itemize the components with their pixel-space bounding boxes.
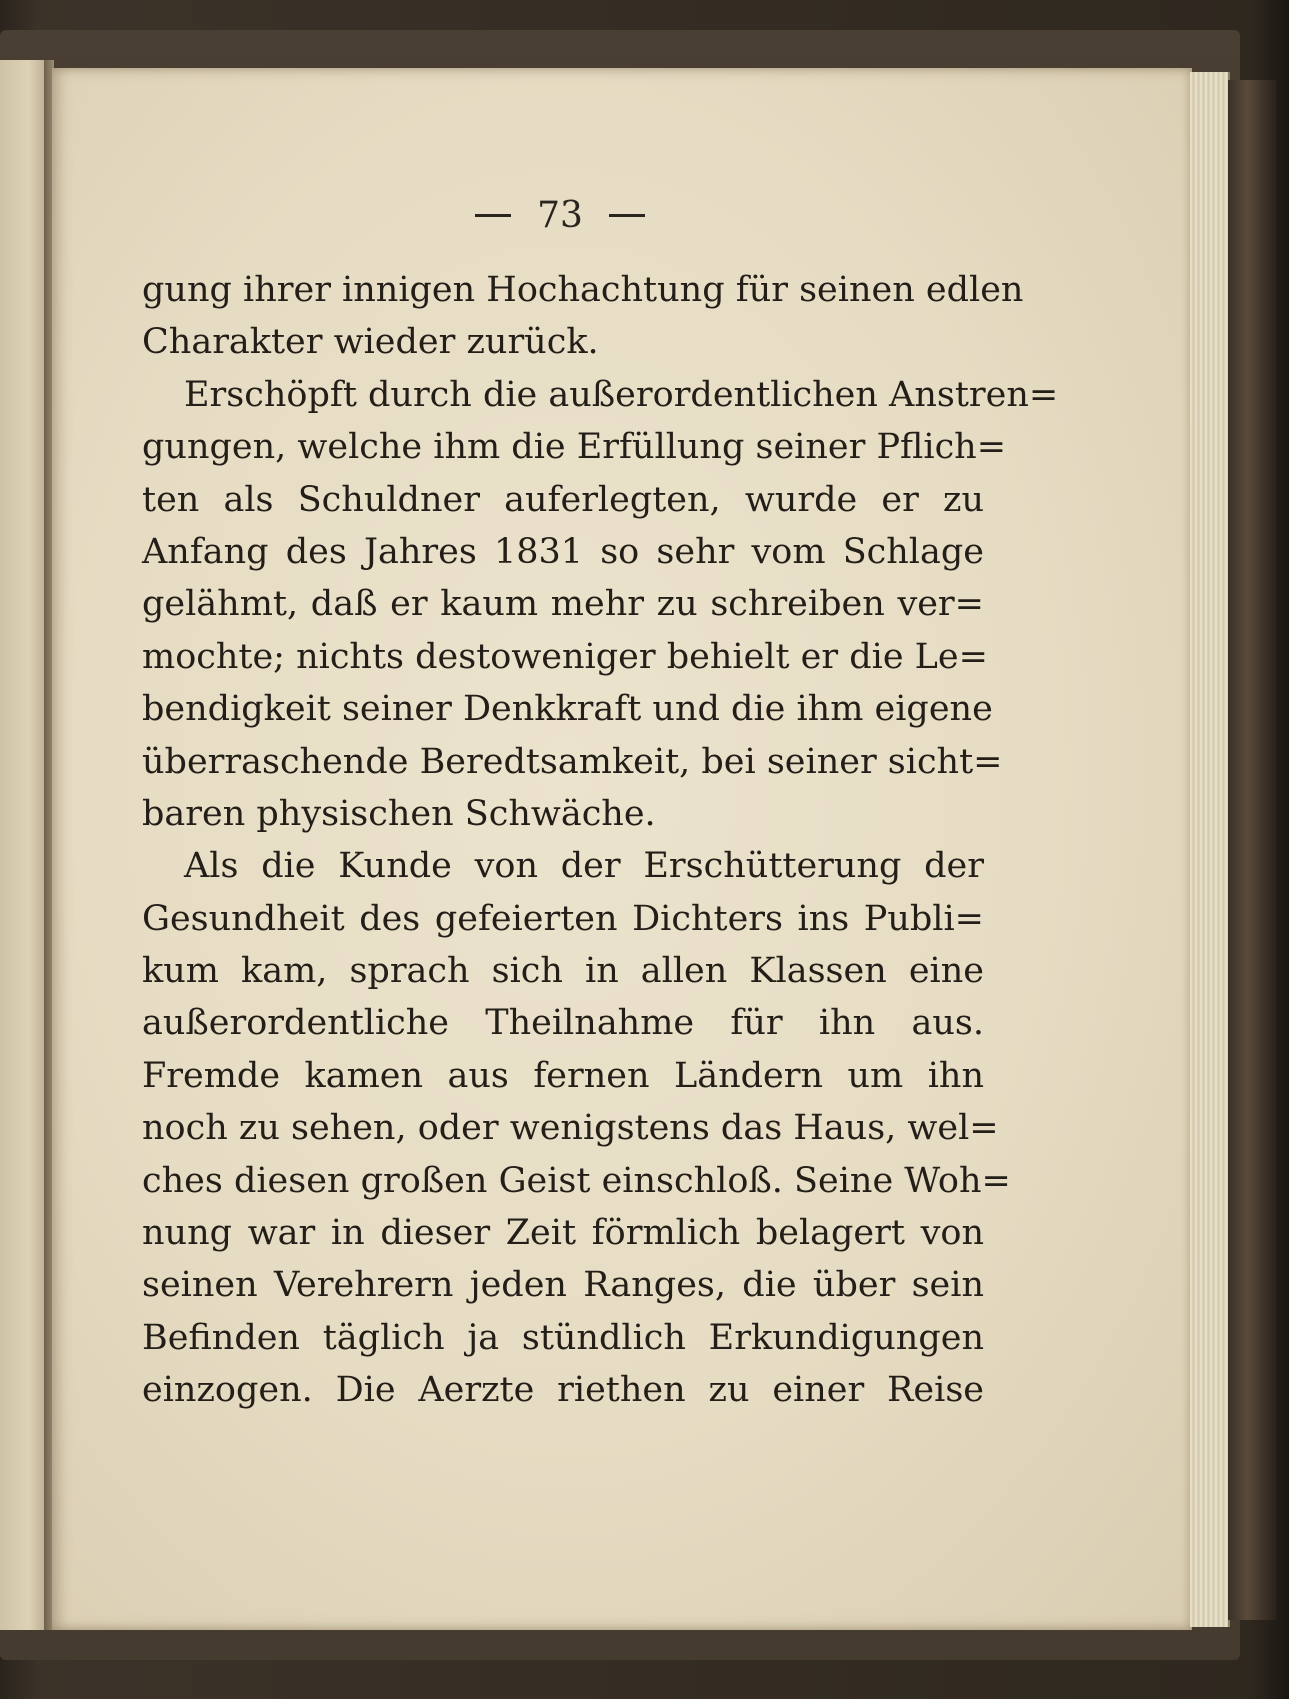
text-line: gelähmt, daß er kaum mehr zu schreiben ver= xyxy=(142,584,984,625)
text-line: überraschende Beredtsamkeit, bei seiner sicht= xyxy=(142,741,1003,782)
text-line: noch zu sehen, oder wenigstens das Haus, wel= xyxy=(142,1108,999,1149)
text-line: seinen Verehrern jeden Ranges, die über sein xyxy=(142,1265,984,1306)
binding-strip xyxy=(1228,80,1276,1620)
dash-left xyxy=(475,214,511,217)
text-line: außerordentliche Theilnahme für ihn aus. xyxy=(142,1003,984,1044)
page-number-header xyxy=(440,190,680,240)
text-line: gung ihrer innigen Hochachtung für seinen edlen xyxy=(142,270,1024,310)
text-line: ten als Schuldner auferlegten, wurde er zu xyxy=(142,479,984,520)
text-line: Anfang des Jahres 1831 so sehr vom Schlage xyxy=(142,531,984,572)
text-line: mochte; nichts destoweniger behielt er die Le= xyxy=(142,636,988,677)
text-line: gungen, welche ihm die Erfüllung seiner Pflich= xyxy=(142,427,1007,468)
text-line: ches diesen großen Geist einschloß. Seine Woh= xyxy=(142,1160,1011,1201)
text-line: Fremde kamen aus fernen Ländern um ihn xyxy=(142,1055,984,1096)
text-line: Gesundheit des gefeierten Dichters ins Publi= xyxy=(142,898,984,939)
text-line: einzogen. Die Aerzte riethen zu einer Reise xyxy=(142,1370,984,1411)
body-text xyxy=(142,264,1059,1417)
text-line: kum kam, sprach sich in allen Klassen eine xyxy=(142,951,984,992)
text-line: Als die Kunde von der Erschütterung der xyxy=(184,846,984,887)
page-edges xyxy=(1190,72,1230,1627)
text-line: Befinden täglich ja stündlich Erkundigungen xyxy=(142,1317,984,1358)
text-line: baren physischen Schwäche. xyxy=(142,793,656,834)
previous-page-edge xyxy=(0,60,48,1630)
text-line: nung war in dieser Zeit förmlich belagert von xyxy=(142,1213,984,1254)
text-line: Charakter wieder zurück. xyxy=(142,322,599,363)
text-line: bendigkeit seiner Denkkraft und die ihm eigene xyxy=(142,689,993,730)
text-line: Erschöpft durch die außerordentlichen Anstren= xyxy=(184,374,1059,415)
page-number: 73 xyxy=(537,194,583,236)
dash-right xyxy=(609,214,645,217)
